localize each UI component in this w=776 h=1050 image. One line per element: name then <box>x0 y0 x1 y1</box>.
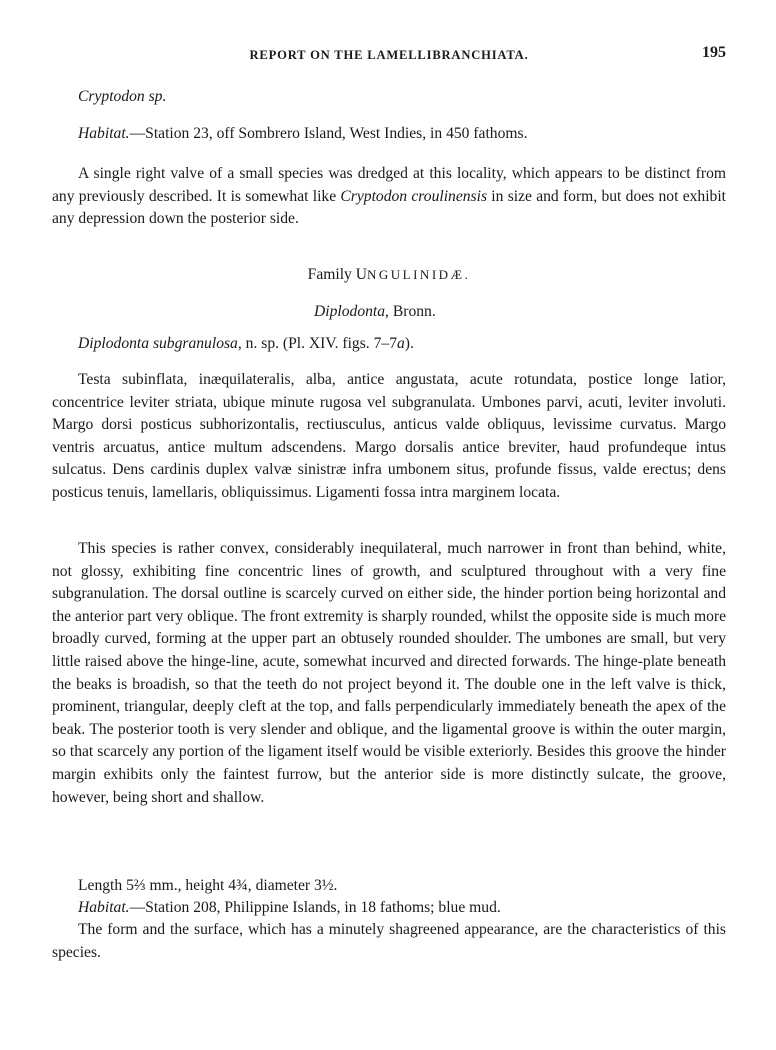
family-heading <box>52 264 726 287</box>
cryptodon-habitat <box>52 123 752 146</box>
cryptodon-title <box>52 86 752 109</box>
page-header <box>52 44 726 64</box>
desc-part-2: in size and form, but does not exhibit any depression down the posterior side. <box>52 187 726 228</box>
genus-heading <box>52 301 726 324</box>
family-name-rest: NGULINIDÆ. <box>367 267 471 282</box>
genus-author: , Bronn. <box>385 303 436 320</box>
species-close: ). <box>404 335 414 352</box>
latin-description: Testa subinflata, inæquilateralis, alba, antice angustata, acute rotundata, postice longe latior, concentrice leviter striata, ubique minute rugosa vel subgranulata. Umbones parvi, acuti, leviter involuti. Margo dorsi posticus subhorizontalis, rectiusculus, anticus valde obliquus, levissime curvatus. Margo ventris arcuatus, antice multum adscendens. Margo dorsalis antice breviter, haud profundeque intus sulcatus. Dens cardinis duplex valvæ sinistræ infra umbonem situs, profunde fissus, valde erectus; dens posticus tenuis, lamellaris, obliquissimus. Ligamenti fossa intra marginem locata. <box>52 371 726 501</box>
family-first-letter: U <box>355 266 367 283</box>
species-fig-letter: a <box>397 335 405 352</box>
habitat-philippines <box>52 897 752 920</box>
cryptodon-title-text: Cryptodon sp. <box>78 88 167 105</box>
family-prefix: Family <box>307 266 356 283</box>
measurements: Length 5⅔ mm., height 4¾, diameter 3½. <box>78 877 338 894</box>
cryptodon-description <box>52 163 726 231</box>
closing-paragraph: The form and the surface, which has a minutely shagreened appearance, are the characteristics of this species. <box>52 921 726 961</box>
species-suffix: , n. sp. (Pl. XIV. figs. 7–7 <box>237 335 397 352</box>
habitat-label: Habitat. <box>78 125 130 142</box>
species-name: Diplodonta subgranulosa <box>78 335 238 352</box>
species-heading <box>52 333 752 356</box>
running-title: REPORT ON THE LAMELLIBRANCHIATA. <box>249 48 529 62</box>
habitat-text: —Station 23, off Sombrero Island, West Indies, in 450 fathoms. <box>129 125 528 142</box>
desc-part-1: A single right valve of a small species was dredged at this locality, which appears to be distinct from any previously described. It is somewhat like <box>52 165 726 205</box>
page-number: 195 <box>702 44 726 61</box>
genus-name: Diplodonta <box>314 303 386 320</box>
desc-species-name: Cryptodon croulinensis <box>340 187 488 205</box>
english-description: This species is rather convex, considerably inequilateral, much narrower in front than behind, white, not glossy, exhibiting fine concentric lines of growth, and sculptured throughout with a very fine subgranulation. The dorsal outline is scarcely curved on either side, the hinder portion being horizontal and the anterior part very oblique. The front extremity is sharply rounded, whilst the opposite side is much more broadly curved, forming at the upper part an obtusely rounded shoulder. The umbones are small, but very little raised above the hinge-line, acute, somewhat incurved and directed forwards. The hinge-plate beneath the beaks is broadish, so that the teeth do not project beyond it. The double one in the left valve is thick, prominent, triangular, deeply cleft at the top, and falls perpendicularly immediately beneath the apex of the beak. The posterior tooth is very slender and oblique, and the ligamental groove is within the outer margin, so that scarcely any portion of the ligament itself would be visible exteriorly. Besides this groove the hinder margin exhibits only the faintest furrow, but the anterior side is more distinctly sulcate, the groove, however, being short and shallow. <box>52 540 726 806</box>
habitat2-text: —Station 208, Philippine Islands, in 18 fathoms; blue mud. <box>129 899 501 916</box>
habitat2-label: Habitat. <box>78 899 130 916</box>
